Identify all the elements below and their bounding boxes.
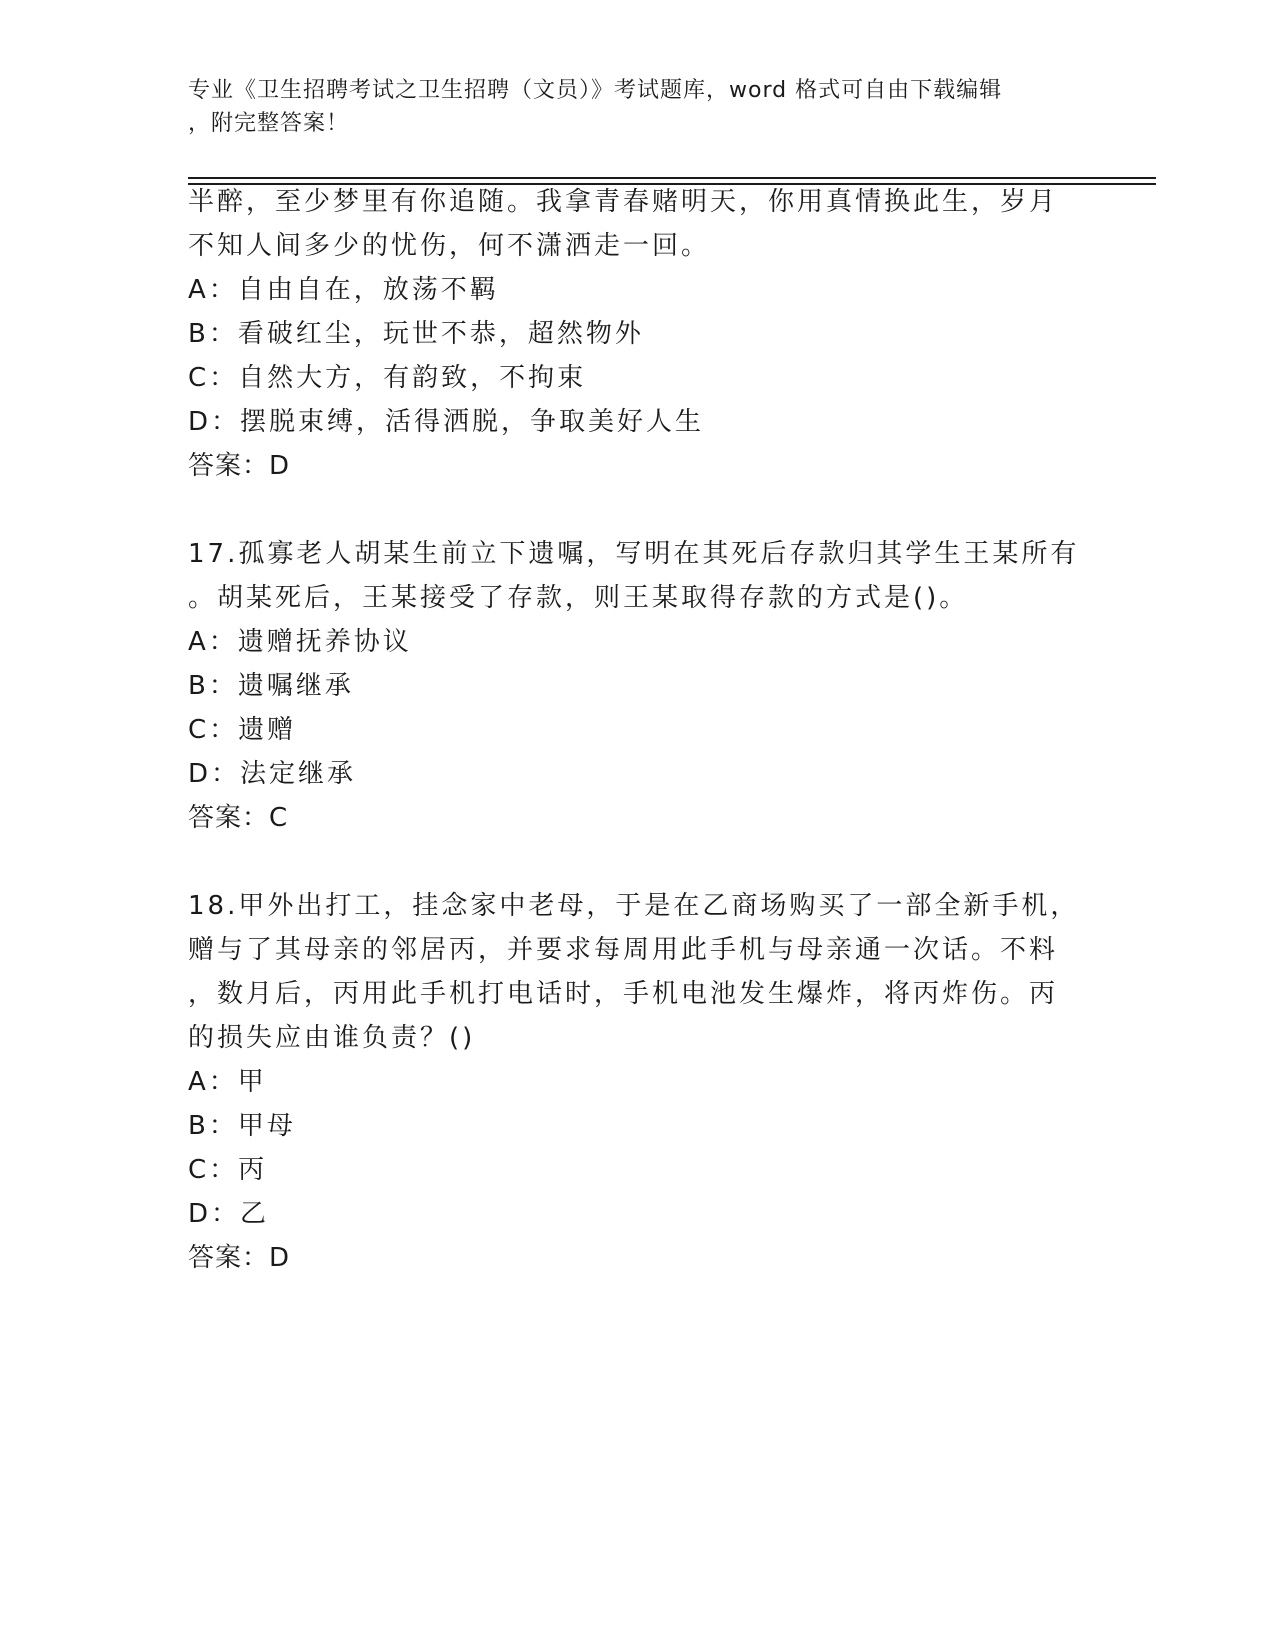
option-b: B：甲母 xyxy=(188,1111,296,1141)
question-16-text: 半醉，至少梦里有你追随。我拿青春赌明天，你用真情换此生，岁月 xyxy=(188,187,1059,217)
option-b: B：遗嘱继承 xyxy=(188,671,354,701)
option-a: A：甲 xyxy=(188,1067,267,1097)
question-18-text: 的损失应由谁负责？() xyxy=(188,1023,476,1053)
question-18-text: ，数月后，丙用此手机打电话时，手机电池发生爆炸，将丙炸伤。丙 xyxy=(188,979,1059,1009)
question-18-text: 赠与了其母亲的邻居丙，并要求每周用此手机与母亲通一次话。不料 xyxy=(188,935,1059,965)
option-c: C：自然大方，有韵致，不拘束 xyxy=(188,363,587,393)
question-17-text: 17.孤寡老人胡某生前立下遗嘱，写明在其死后存款归其学生王某所有 xyxy=(188,539,1080,569)
answer: 答案：C xyxy=(188,803,289,833)
document-header: 专业《卫生招聘考试之卫生招聘（文员）》考试题库，word 格式可自由下载编辑 ，附完整答案！ xyxy=(188,78,1003,136)
answer: 答案：D xyxy=(188,1243,291,1273)
question-18-text: 18.甲外出打工，挂念家中老母，于是在乙商场购买了一部全新手机， xyxy=(188,891,1080,921)
option-b: B：看破红尘，玩世不恭，超然物外 xyxy=(188,319,644,349)
option-c: C：丙 xyxy=(188,1155,268,1185)
option-d: D：摆脱束缚，活得洒脱，争取美好人生 xyxy=(188,407,705,437)
option-a: A：自由自在，放荡不羁 xyxy=(188,275,499,305)
header-divider-top xyxy=(188,177,1156,179)
answer: 答案：D xyxy=(188,451,291,481)
option-a: A：遗赠抚养协议 xyxy=(188,627,412,657)
question-17-text: 。胡某死后，王某接受了存款，则王某取得存款的方式是()。 xyxy=(188,583,969,613)
question-16-text: 不知人间多少的忧伤，何不潇洒走一回。 xyxy=(188,231,711,261)
option-d: D：法定继承 xyxy=(188,759,357,789)
option-d: D：乙 xyxy=(188,1199,270,1229)
option-c: C：遗赠 xyxy=(188,715,297,745)
